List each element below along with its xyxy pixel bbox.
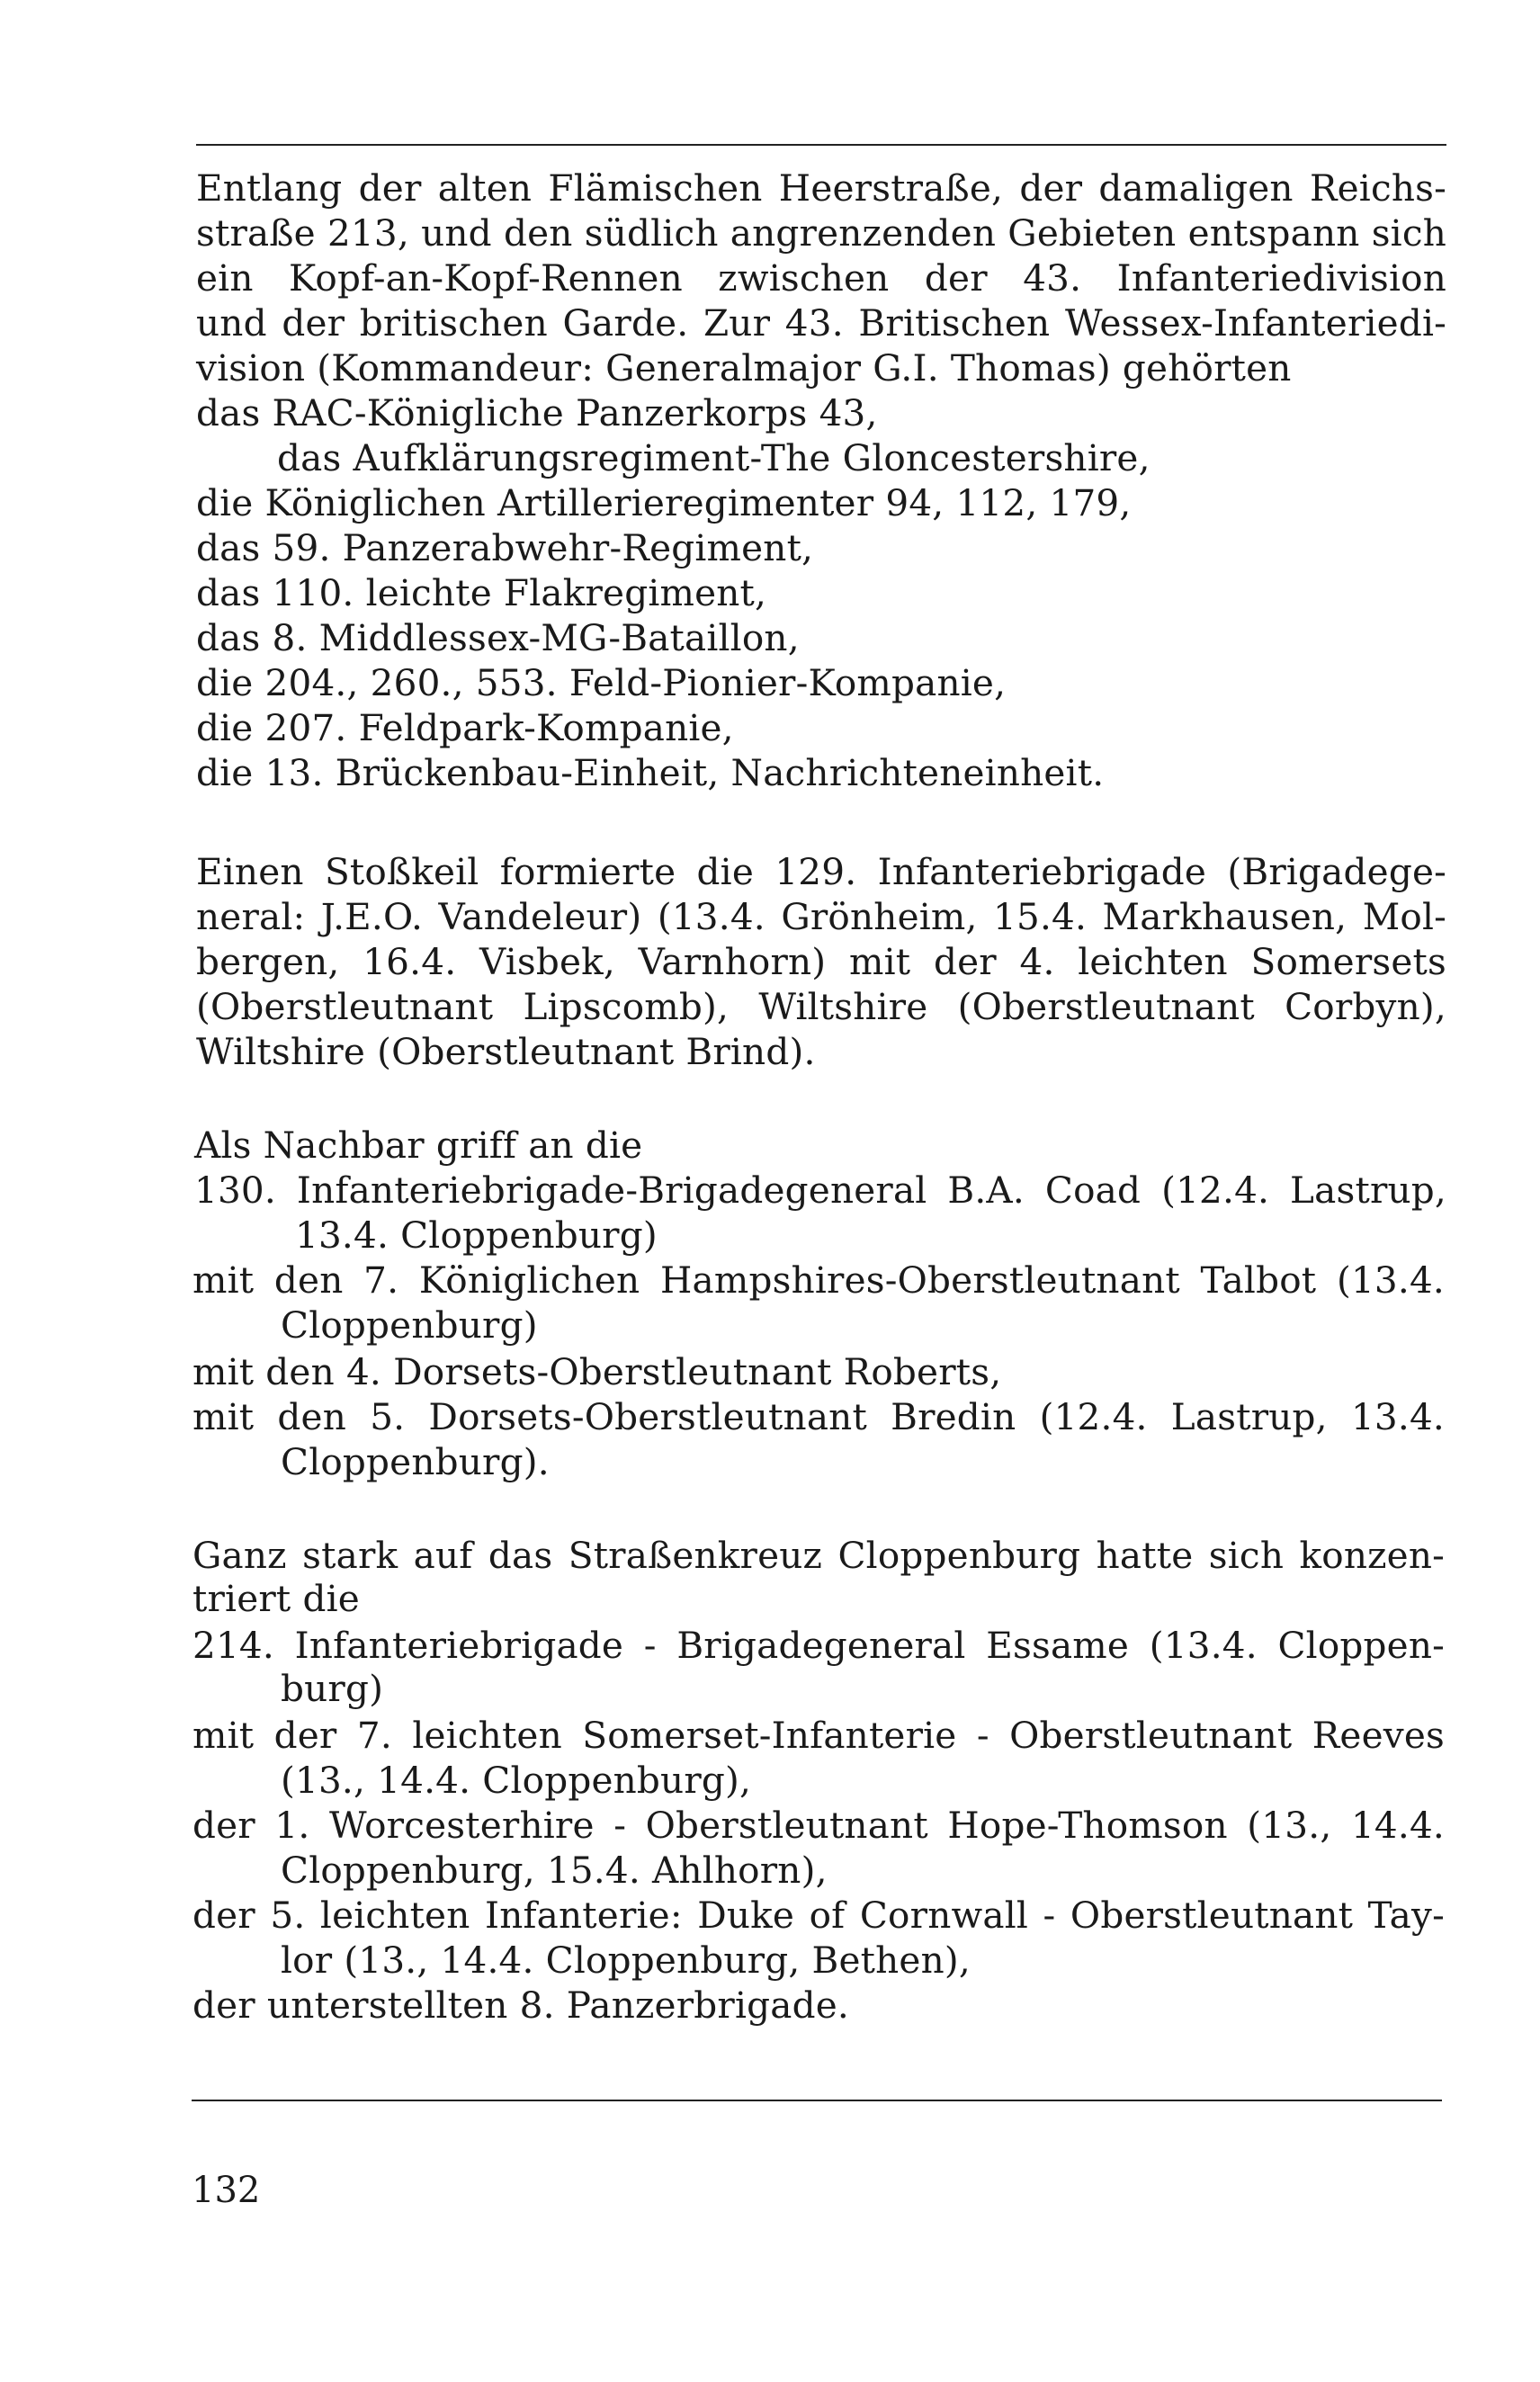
text-line: Wiltshire (Oberstleutnant Brind).: [196, 1030, 816, 1073]
text-line: vision (Kommandeur: Generalmajor G.I. Thomas) gehörten: [196, 346, 1292, 390]
text-line: burg): [281, 1667, 384, 1710]
text-line: das 8. Middlessex-MG-Bataillon,: [196, 616, 800, 659]
bottom-rule: [192, 2100, 1442, 2101]
text-line: bergen, 16.4. Visbek, Varnhorn) mit der 4. leichten Somersets: [196, 940, 1446, 983]
text-line: Cloppenburg): [281, 1303, 538, 1347]
text-line: die 207. Feldpark-Kompanie,: [196, 706, 734, 749]
text-line: mit den 7. Königlichen Hampshires-Oberstleutnant Talbot (13.4.: [192, 1258, 1445, 1302]
text-line: Als Nachbar griff an die: [194, 1124, 643, 1167]
page-number: 132: [192, 2170, 261, 2211]
text-line: das RAC-Königliche Panzerkorps 43,: [196, 391, 878, 434]
text-line: mit den 4. Dorsets-Oberstleutnant Roberts,: [192, 1350, 1002, 1393]
text-line: Entlang der alten Flämischen Heerstraße, der damaligen Reichs-: [196, 166, 1446, 210]
text-line: der 5. leichten Infanterie: Duke of Cornwall - Oberstleutnant Tay-: [192, 1894, 1445, 1937]
text-line: 130. Infanteriebrigade-Brigadegeneral B.A. Coad (12.4. Lastrup,: [194, 1169, 1446, 1212]
text-line: mit der 7. leichten Somerset-Infanterie - Oberstleutnant Reeves: [192, 1714, 1445, 1757]
top-rule: [196, 144, 1446, 146]
text-line: Einen Stoßkeil formierte die 129. Infanteriebrigade (Brigadege-: [196, 850, 1446, 893]
text-line: Cloppenburg, 15.4. Ahlhorn),: [281, 1849, 828, 1892]
text-line: ein Kopf-an-Kopf-Rennen zwischen der 43. Infanteriedivision: [196, 256, 1446, 300]
text-line: das 110. leichte Flakregiment,: [196, 571, 767, 614]
text-line: das Aufklärungsregiment-The Gloncestershire,: [277, 436, 1151, 479]
text-line: die Königlichen Artillerieregimenter 94, 112, 179,: [196, 481, 1132, 524]
text-line: die 204., 260., 553. Feld-Pionier-Kompanie,: [196, 661, 1007, 704]
text-line: der unterstellten 8. Panzerbrigade.: [192, 1984, 849, 2027]
text-line: Cloppenburg).: [281, 1440, 550, 1483]
text-line: der 1. Worcesterhire - Oberstleutnant Hope-Thomson (13., 14.4.: [192, 1804, 1445, 1847]
text-line: 214. Infanteriebrigade - Brigadegeneral Essame (13.4. Cloppen-: [192, 1624, 1445, 1667]
text-line: (13., 14.4. Cloppenburg),: [281, 1759, 752, 1802]
text-line: triert die: [192, 1577, 360, 1620]
text-line: lor (13., 14.4. Cloppenburg, Bethen),: [281, 1939, 971, 1982]
text-line: 13.4. Cloppenburg): [295, 1213, 658, 1257]
text-line: mit den 5. Dorsets-Oberstleutnant Bredin (12.4. Lastrup, 13.4.: [192, 1395, 1445, 1438]
text-line: die 13. Brückenbau-Einheit, Nachrichteneinheit.: [196, 751, 1105, 794]
text-line: neral: J.E.O. Vandeleur) (13.4. Grönheim, 15.4. Markhausen, Mol-: [196, 895, 1446, 938]
text-line: Ganz stark auf das Straßenkreuz Cloppenburg hatte sich konzen-: [192, 1534, 1445, 1577]
text-line: straße 213, und den südlich angrenzenden Gebieten entspann sich: [196, 211, 1446, 255]
text-line: das 59. Panzerabwehr-Regiment,: [196, 526, 814, 569]
text-line: (Oberstleutnant Lipscomb), Wiltshire (Oberstleutnant Corbyn),: [196, 985, 1446, 1028]
text-line: und der britischen Garde. Zur 43. Britischen Wessex-Infanteriedi-: [196, 301, 1446, 345]
